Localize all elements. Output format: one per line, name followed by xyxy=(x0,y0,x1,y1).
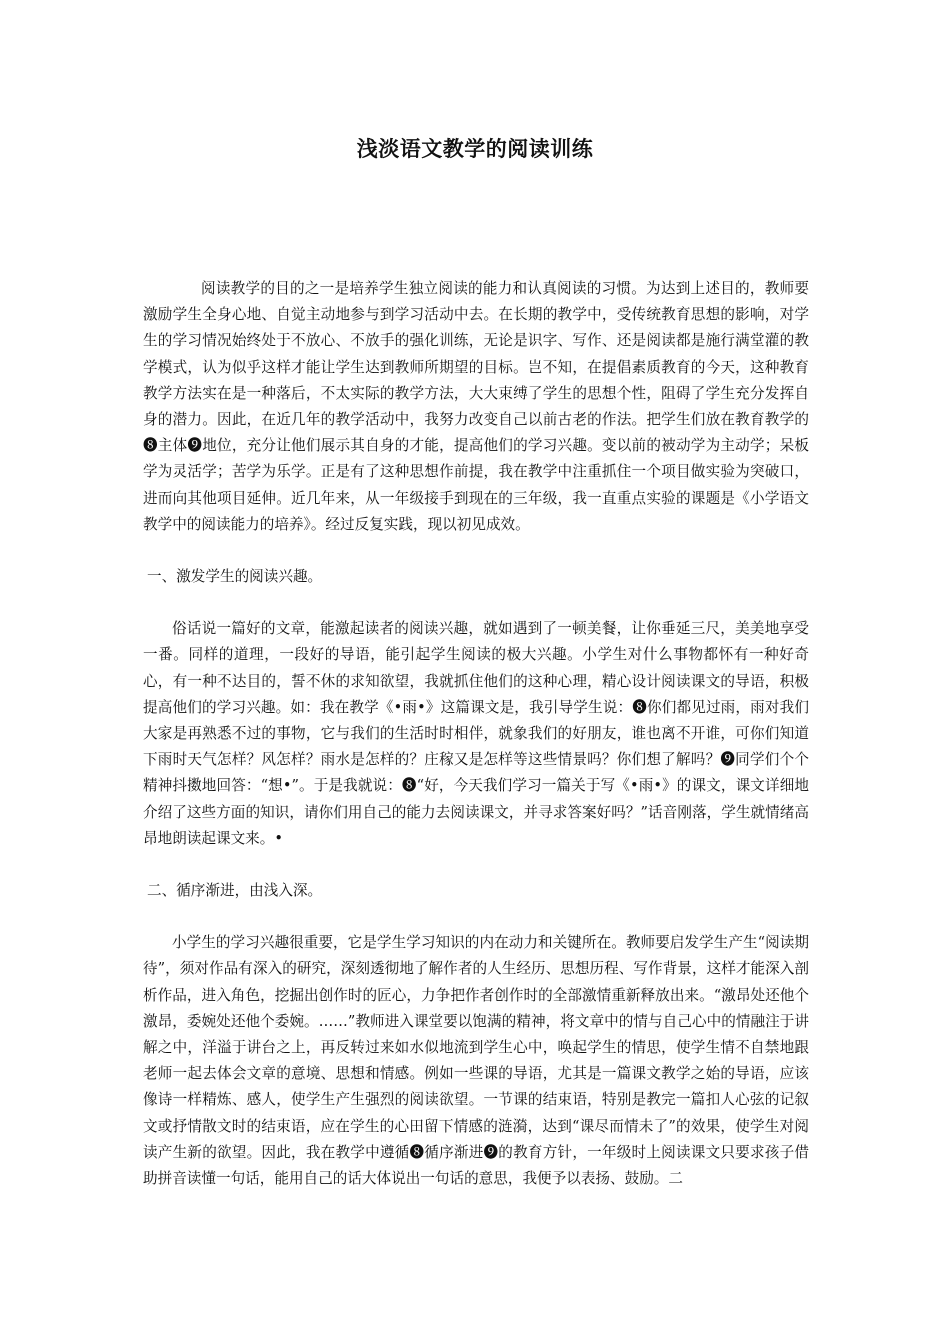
paragraph-gap xyxy=(143,852,809,878)
section-paragraph-1: 俗话说一篇好的文章，能激起读者的阅读兴趣，就如遇到了一顿美餐，让你垂延三尺，美美地享受一番。同样的道理，一段好的导语，能引起学生阅读的极大兴趣。小学生对什么事物都怀有一种好奇心，有一种不达目的，誓不休的求知欲望，我就抓住他们的这种心理，精心设计阅读课文的导语，积极提高他们的学习兴趣。如：我在教学《•雨•》这篇课文是，我引导学生说：❽你们都见过雨，雨对我们大家是再熟悉不过的事物，它与我们的生活时时相伴，就象我们的好朋友，谁也离不开谁，可你们知道下雨时天气怎样？风怎样？雨水是怎样的？庄稼又是怎样等这些情景吗？你们想了解吗？❾同学们个个精神抖擞地回答：“想•”。于是我就说：❽“好，今天我们学习一篇关于写《•雨•》的课文，课文详细地介绍了这些方面的知识，请你们用自己的能力去阅读课文，并寻求答案好吗？”话音刚落，学生就情绪高昂地朗读起课文来。• xyxy=(143,620,809,847)
section-heading-1: 一、激发学生的阅读兴趣。 xyxy=(147,568,323,586)
paragraph-gap xyxy=(143,538,809,564)
intro-paragraph: 阅读教学的目的之一是培养学生独立阅读的能力和认真阅读的习惯。为达到上述目的，教师要激励学生全身心地、自觉主动地参与到学习活动中去。在长期的教学中，受传统教育思想的影响，对学生的学习情况始终处于不放心、不放手的强化训练，无论是识字、写作、还是阅读都是施行满堂灌的教学模式，认为似乎这样才能让学生达到教师所期望的目标。岂不知，在提倡素质教育的今天，这种教育教学方法实在是一种落后，不太实际的教学方法，大大束缚了学生的思想个性，阻碍了学生充分发挥自身的潜力。因此，在近几年的教学活动中，我努力改变自己以前古老的作法。把学生们放在教育教学的❽主体❾地位，充分让他们展示其自身的才能，提高他们的学习兴趣。变以前的被动学为主动学；呆板学为灵活学；苦学为乐学。正是有了这种思想作前提，我在教学中注重抓住一个项目做实验为突破口，进而向其他项目延伸。近几年来，从一年级接手到现在的三年级，我一直重点实验的课题是《小学语文教学中的阅读能力的培养》。经过反复实践，现以初见成效。 xyxy=(143,280,809,533)
document-title: 浅淡语文教学的阅读训练 xyxy=(356,137,594,161)
section-paragraph-2: 小学生的学习兴趣很重要，它是学生学习知识的内在动力和关键所在。教师要启发学生产生“阅读期待”，须对作品有深入的研究，深刻透彻地了解作者的人生经历、思想历程、写作背景，这样才能深入剖析作品，进入角色，挖掘出创作时的匠心，力争把作者创作时的全部激情重新释放出来。“激昂处还他个激昂，委婉处还他个委婉。……”教师进入课堂要以饱满的精神，将文章中的情与自己心中的情融注于讲解之中，洋溢于讲台之上，再反转过来如水似地流到学生心中，唤起学生的情思，使学生情不自禁地跟老师一起去体会文章的意境、思想和情感。例如一些课的导语，尤其是一篇课文教学之始的导语，应该像诗一样精炼、感人，使学生产生强烈的阅读欲望。一节课的结束语，特别是教完一篇扣人心弦的记叙文或抒情散文时的结束语，应在学生的心田留下情感的涟漪，达到“课尽而情未了”的效果，使学生对阅读产生新的欲望。因此，我在教学中遵循❽循序渐进❾的教育方针，一年级时上阅读课文只要求孩子借助拼音读懂一句话，能用自己的话大体说出一句话的意思，我便予以表扬、鼓励。二 xyxy=(143,934,809,1188)
document-body xyxy=(143,276,809,1192)
paragraph-gap xyxy=(143,590,809,616)
paragraph-gap xyxy=(143,904,809,930)
section-heading-2: 二、循序渐进，由浅入深。 xyxy=(147,882,323,900)
